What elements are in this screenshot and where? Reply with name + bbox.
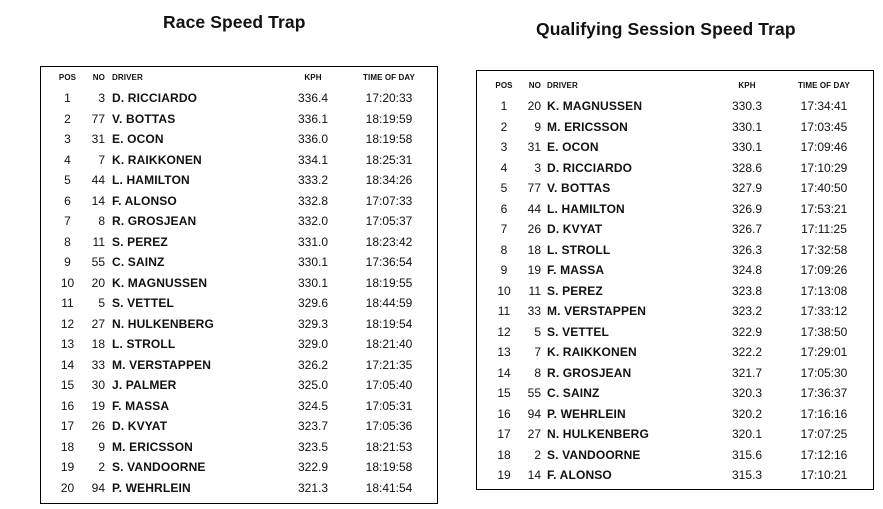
cell-car-number: 8 — [98, 214, 105, 228]
cell-speed-kph: 322.9 — [731, 324, 763, 339]
table-row — [41, 91, 437, 112]
table-row — [477, 120, 873, 141]
cell-time-of-day: 17:05:40 — [365, 378, 413, 392]
cell-car-number: 14 — [91, 193, 105, 208]
cell-speed-kph: 327.9 — [731, 181, 763, 195]
header-driver: DRIVER — [112, 73, 143, 82]
cell-time-of-day: 17:33:12 — [800, 304, 848, 318]
cell-speed-kph: 332.0 — [297, 214, 329, 228]
cell-car-number: 55 — [91, 255, 105, 269]
cell-driver: R. GROSJEAN — [112, 214, 197, 228]
cell-position: 4 — [64, 152, 71, 167]
cell-car-number: 8 — [534, 365, 541, 380]
cell-time-of-day: 17:40:50 — [800, 181, 848, 195]
cell-time-of-day: 17:05:36 — [365, 419, 413, 433]
cell-time-of-day: 17:16:16 — [800, 406, 848, 421]
cell-driver: P. WEHRLEIN — [547, 406, 626, 421]
cell-driver: D. KVYAT — [547, 222, 603, 236]
cell-driver: M. VERSTAPPEN — [547, 304, 647, 318]
table-row — [41, 317, 437, 338]
cell-car-number: 30 — [91, 378, 105, 392]
cell-car-number: 5 — [534, 324, 541, 339]
cell-position: 17 — [497, 427, 511, 441]
cell-car-number: 26 — [91, 419, 105, 433]
cell-speed-kph: 320.3 — [731, 386, 763, 400]
table-row — [477, 222, 873, 243]
cell-position: 15 — [60, 378, 75, 392]
cell-time-of-day: 17:05:30 — [800, 365, 848, 380]
cell-driver: E. OCON — [112, 132, 164, 146]
header-speed-kph: KPH — [738, 81, 756, 90]
cell-speed-kph: 329.0 — [297, 337, 329, 351]
table-row — [477, 99, 873, 120]
cell-speed-kph: 333.2 — [297, 173, 329, 187]
cell-time-of-day: 17:10:21 — [800, 468, 848, 482]
cell-speed-kph: 323.5 — [297, 439, 329, 454]
cell-driver: L. STROLL — [547, 242, 611, 257]
cell-position: 19 — [497, 468, 511, 482]
cell-position: 18 — [497, 447, 511, 462]
cell-time-of-day: 18:19:54 — [365, 316, 413, 331]
table-row — [477, 468, 873, 489]
cell-driver: J. PALMER — [112, 378, 177, 392]
table-row — [41, 358, 437, 379]
cell-position: 17 — [60, 419, 75, 433]
cell-time-of-day: 18:23:42 — [365, 234, 413, 249]
cell-speed-kph: 326.7 — [731, 222, 763, 236]
cell-speed-kph: 321.7 — [731, 365, 763, 380]
cell-time-of-day: 17:34:41 — [800, 99, 848, 113]
cell-position: 3 — [64, 132, 71, 146]
cell-speed-kph: 336.1 — [297, 111, 329, 126]
cell-driver: S. VETTEL — [547, 324, 610, 339]
cell-time-of-day: 18:21:40 — [365, 337, 413, 351]
cell-position: 12 — [60, 316, 75, 331]
cell-driver: S. VANDOORNE — [112, 460, 206, 474]
table-row — [41, 235, 437, 256]
cell-driver: L. HAMILTON — [547, 201, 625, 216]
table-row — [477, 304, 873, 325]
cell-time-of-day: 17:05:37 — [365, 214, 413, 228]
cell-speed-kph: 322.2 — [731, 345, 763, 359]
cell-time-of-day: 17:32:58 — [800, 242, 848, 257]
cell-time-of-day: 18:34:26 — [365, 173, 413, 187]
cell-car-number: 55 — [527, 386, 541, 400]
cell-car-number: 27 — [91, 316, 105, 331]
cell-driver: M. VERSTAPPEN — [112, 357, 212, 372]
cell-speed-kph: 330.1 — [297, 255, 329, 269]
cell-position: 5 — [500, 181, 508, 195]
header-time-of-day: TIME OF DAY — [363, 73, 415, 82]
cell-position: 11 — [497, 304, 511, 318]
cell-position: 13 — [60, 337, 75, 351]
cell-driver: M. ERICSSON — [112, 439, 193, 454]
cell-time-of-day: 17:11:25 — [801, 222, 847, 236]
cell-time-of-day: 17:07:33 — [365, 193, 413, 208]
cell-time-of-day: 17:09:26 — [800, 263, 848, 277]
cell-driver: K. RAIKKONEN — [112, 152, 202, 167]
cell-speed-kph: 336.4 — [297, 91, 329, 105]
cell-car-number: 14 — [527, 468, 541, 482]
cell-position: 12 — [497, 324, 511, 339]
cell-time-of-day: 17:12:16 — [800, 447, 848, 462]
cell-position: 19 — [60, 460, 75, 474]
cell-position: 4 — [500, 160, 508, 175]
cell-time-of-day: 18:19:58 — [365, 460, 413, 474]
cell-speed-kph: 320.2 — [731, 406, 763, 421]
cell-position: 15 — [497, 386, 511, 400]
cell-car-number: 27 — [527, 427, 541, 441]
cell-position: 1 — [500, 99, 508, 113]
cell-position: 18 — [60, 439, 75, 454]
header-position: POS — [58, 73, 77, 82]
cell-speed-kph: 321.3 — [297, 480, 329, 495]
cell-position: 10 — [60, 275, 75, 290]
table-row — [41, 399, 437, 420]
cell-speed-kph: 329.6 — [297, 296, 329, 310]
cell-position: 9 — [64, 255, 71, 269]
cell-position: 2 — [64, 111, 71, 126]
cell-driver: F. MASSA — [112, 398, 170, 413]
cell-car-number: 7 — [534, 345, 541, 359]
table-row — [41, 194, 437, 215]
race-speed-trap-table — [40, 66, 438, 504]
cell-speed-kph: 320.1 — [731, 427, 763, 441]
cell-driver: E. OCON — [547, 140, 599, 154]
cell-driver: K. RAIKKONEN — [547, 345, 637, 359]
cell-position: 8 — [64, 234, 71, 249]
cell-driver: L. STROLL — [112, 337, 176, 351]
cell-car-number: 33 — [91, 357, 105, 372]
table-row — [477, 181, 873, 202]
cell-speed-kph: 329.3 — [297, 316, 329, 331]
table-row — [41, 153, 437, 174]
cell-position: 8 — [500, 242, 508, 257]
cell-car-number: 19 — [527, 263, 541, 277]
cell-driver: F. ALONSO — [547, 468, 612, 482]
cell-driver: F. MASSA — [547, 263, 605, 277]
header-time-of-day: TIME OF DAY — [798, 81, 850, 90]
header-car-number: NO — [92, 73, 105, 82]
table-row — [477, 243, 873, 264]
cell-driver: M. ERICSSON — [547, 119, 628, 134]
cell-driver: F. ALONSO — [112, 193, 177, 208]
cell-time-of-day: 18:19:59 — [365, 111, 413, 126]
table-row — [477, 427, 873, 448]
cell-driver: N. HULKENBERG — [112, 316, 214, 331]
table-row — [477, 263, 873, 284]
cell-time-of-day: 18:25:31 — [365, 152, 413, 167]
cell-speed-kph: 328.6 — [731, 160, 763, 175]
cell-driver: P. WEHRLEIN — [112, 480, 191, 495]
cell-speed-kph: 323.2 — [731, 304, 763, 318]
cell-speed-kph: 325.0 — [297, 378, 329, 392]
cell-speed-kph: 330.1 — [731, 140, 763, 154]
cell-driver: K. MAGNUSSEN — [547, 99, 643, 113]
cell-car-number: 5 — [98, 296, 105, 310]
cell-time-of-day: 17:36:37 — [800, 386, 848, 400]
cell-time-of-day: 17:53:21 — [800, 201, 848, 216]
cell-driver: D. RICCIARDO — [547, 160, 633, 175]
table-row — [477, 161, 873, 182]
table-row — [477, 407, 873, 428]
cell-time-of-day: 18:21:53 — [365, 439, 413, 454]
cell-position: 7 — [64, 214, 71, 228]
cell-car-number: 44 — [91, 173, 105, 187]
cell-car-number: 94 — [91, 480, 105, 495]
cell-time-of-day: 18:19:55 — [365, 275, 413, 290]
cell-driver: S. VETTEL — [112, 296, 175, 310]
header-car-number: NO — [528, 81, 541, 90]
table-row — [477, 448, 873, 469]
cell-driver: S. PEREZ — [112, 234, 168, 249]
cell-speed-kph: 324.5 — [297, 398, 329, 413]
cell-time-of-day: 17:29:01 — [800, 345, 848, 359]
table-row — [477, 345, 873, 366]
table-row — [477, 202, 873, 223]
cell-time-of-day: 17:10:29 — [800, 160, 848, 175]
cell-driver: K. MAGNUSSEN — [112, 275, 208, 290]
cell-position: 16 — [497, 406, 511, 421]
table-row — [41, 419, 437, 440]
table-row — [477, 366, 873, 387]
cell-car-number: 18 — [91, 337, 105, 351]
cell-speed-kph: 324.8 — [731, 263, 763, 277]
cell-car-number: 31 — [91, 132, 105, 146]
cell-position: 5 — [64, 173, 71, 187]
cell-speed-kph: 330.1 — [297, 275, 329, 290]
cell-speed-kph: 331.0 — [297, 234, 329, 249]
cell-driver: S. VANDOORNE — [547, 447, 641, 462]
cell-position: 14 — [497, 365, 511, 380]
cell-car-number: 77 — [91, 111, 105, 126]
cell-time-of-day: 18:19:58 — [365, 132, 413, 146]
cell-car-number: 94 — [527, 406, 541, 421]
cell-position: 6 — [64, 193, 71, 208]
table-row — [41, 296, 437, 317]
cell-position: 2 — [500, 119, 508, 134]
cell-car-number: 26 — [527, 222, 541, 236]
table-row — [477, 325, 873, 346]
cell-time-of-day: 17:05:31 — [365, 398, 413, 413]
header-driver: DRIVER — [547, 81, 578, 90]
cell-car-number: 3 — [534, 160, 541, 175]
cell-position: 10 — [497, 283, 511, 298]
header-position: POS — [495, 81, 513, 90]
cell-speed-kph: 330.1 — [731, 119, 763, 134]
cell-time-of-day: 17:38:50 — [800, 324, 848, 339]
cell-driver: R. GROSJEAN — [547, 365, 632, 380]
cell-speed-kph: 326.2 — [297, 357, 329, 372]
cell-position: 1 — [64, 91, 71, 105]
table-row — [41, 173, 437, 194]
cell-position: 16 — [60, 398, 75, 413]
cell-car-number: 31 — [527, 140, 541, 154]
cell-driver: N. HULKENBERG — [547, 427, 649, 441]
cell-time-of-day: 17:13:08 — [800, 283, 848, 298]
cell-driver: S. PEREZ — [547, 283, 603, 298]
cell-speed-kph: 326.3 — [731, 242, 763, 257]
cell-driver: C. SAINZ — [112, 255, 165, 269]
cell-car-number: 7 — [98, 152, 105, 167]
cell-time-of-day: 18:44:59 — [365, 296, 413, 310]
cell-car-number: 20 — [527, 99, 541, 113]
cell-speed-kph: 332.8 — [297, 193, 329, 208]
cell-driver: L. HAMILTON — [112, 173, 190, 187]
cell-speed-kph: 315.6 — [731, 447, 763, 462]
cell-speed-kph: 315.3 — [731, 468, 763, 482]
table-row — [41, 214, 437, 235]
cell-speed-kph: 336.0 — [297, 132, 329, 146]
cell-driver: D. KVYAT — [112, 419, 168, 433]
cell-time-of-day: 17:20:33 — [365, 91, 413, 105]
table-row — [41, 481, 437, 502]
table-row — [477, 140, 873, 161]
cell-car-number: 44 — [527, 201, 541, 216]
cell-driver: D. RICCIARDO — [112, 91, 198, 105]
cell-position: 9 — [500, 263, 508, 277]
cell-car-number: 2 — [534, 447, 541, 462]
cell-car-number: 2 — [98, 460, 105, 474]
cell-speed-kph: 322.9 — [297, 460, 329, 474]
cell-car-number: 77 — [527, 181, 541, 195]
cell-time-of-day: 17:21:35 — [365, 357, 413, 372]
cell-car-number: 19 — [91, 398, 105, 413]
table-row — [41, 255, 437, 276]
table-row — [41, 460, 437, 481]
cell-car-number: 11 — [92, 234, 105, 249]
cell-driver: C. SAINZ — [547, 386, 600, 400]
table-row — [41, 378, 437, 399]
cell-car-number: 9 — [98, 439, 105, 454]
cell-position: 7 — [500, 222, 508, 236]
cell-position: 11 — [61, 296, 74, 310]
qualifying-speed-trap-title: Qualifying Session Speed Trap — [536, 19, 796, 39]
cell-speed-kph: 326.9 — [731, 201, 763, 216]
table-row — [41, 276, 437, 297]
cell-speed-kph: 330.3 — [731, 99, 763, 113]
table-row — [41, 112, 437, 133]
cell-position: 6 — [500, 201, 508, 216]
cell-position: 13 — [497, 345, 511, 359]
table-row — [41, 132, 437, 153]
table-row — [41, 337, 437, 358]
cell-driver: V. BOTTAS — [112, 111, 176, 126]
cell-car-number: 3 — [98, 91, 105, 105]
cell-time-of-day: 17:07:25 — [800, 427, 848, 441]
cell-position: 3 — [500, 140, 508, 154]
race-speed-trap-title: Race Speed Trap — [163, 12, 306, 32]
cell-position: 14 — [60, 357, 75, 372]
cell-time-of-day: 17:36:54 — [365, 255, 413, 269]
cell-car-number: 33 — [527, 304, 541, 318]
cell-time-of-day: 17:09:46 — [800, 140, 848, 154]
table-row — [477, 386, 873, 407]
cell-car-number: 11 — [528, 283, 541, 298]
cell-speed-kph: 323.8 — [731, 283, 763, 298]
cell-car-number: 9 — [534, 119, 541, 134]
cell-driver: V. BOTTAS — [547, 181, 611, 195]
cell-speed-kph: 334.1 — [297, 152, 329, 167]
table-row — [477, 284, 873, 305]
table-row — [41, 440, 437, 461]
header-speed-kph: KPH — [304, 73, 322, 82]
cell-time-of-day: 17:03:45 — [800, 119, 848, 134]
qualifying-speed-trap-table — [476, 70, 874, 490]
cell-position: 20 — [60, 480, 75, 495]
cell-car-number: 18 — [527, 242, 541, 257]
cell-speed-kph: 323.7 — [297, 419, 329, 433]
cell-time-of-day: 18:41:54 — [365, 480, 413, 495]
cell-car-number: 20 — [91, 275, 105, 290]
